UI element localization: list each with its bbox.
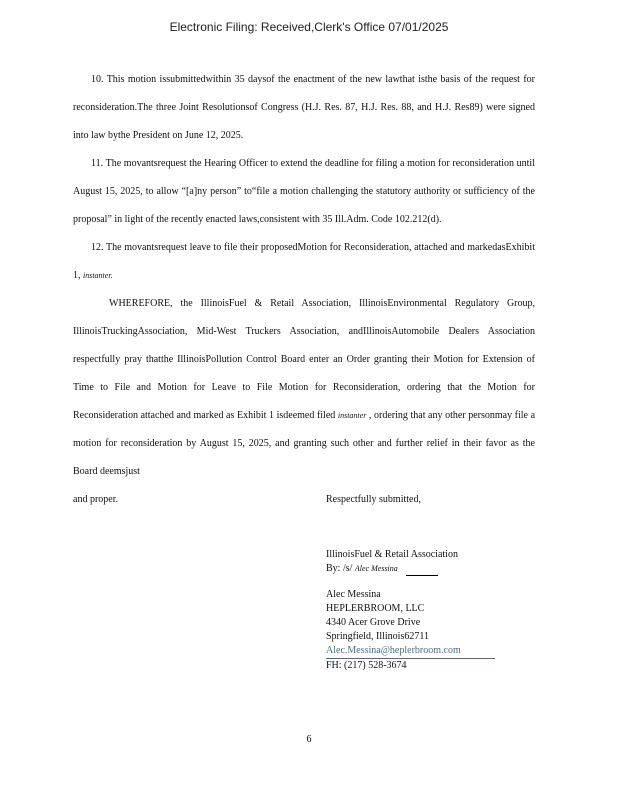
signature-block [326, 548, 526, 673]
paragraph-12-text: 12. The movantsrequest leave to file their proposedMotion for Reconsideration, attached and markedasExhibit 1, [73, 242, 535, 281]
wherefore-paragraph [73, 290, 535, 486]
wherefore-text-b: , ordering that any other personmay file a motion for reconsideration by August 15, 2025, and granting such other and further relief in their favor as the Board deemsjust [73, 410, 536, 477]
signature-email-link[interactable]: Alec.Messina@heplerbroom.com [326, 644, 495, 659]
signature-street: 4340 Acer Grove Drive [326, 617, 421, 628]
closing-line [73, 486, 535, 514]
signature-by-name: Alec Messina [354, 564, 398, 573]
paragraph-10: 10. This motion issubmittedwithin 35 daysof the enactment of the new lawthat isthe basis of the request for reconsideration.The three Joint Resolutionsof Congress (H.J. Res. 87, H.J. Res. 88, and H.J. Res89) were signed into law bythe President on June 12, 2025. [73, 74, 535, 141]
paragraph-12-instanter: instanter. [83, 271, 113, 280]
signature-underline [406, 575, 438, 576]
paragraph-11: 11. The movantsrequest the Hearing Officer to extend the deadline for filing a motion for reconsideration until August 15, 2025, to allow “[a]ny person” to“file a motion challenging the statutory authority or sufficiency of the proposal” in light of the recently enacted laws,consistent with 35 Ill.Adm. Code 102.212(d). [73, 158, 535, 225]
signature-city: Springfield, Illinois62711 [326, 631, 429, 642]
page-number: 6 [306, 734, 312, 745]
signature-name: Alec Messina [326, 589, 381, 600]
respectfully-submitted: Respectfully submitted, [326, 494, 421, 505]
signature-by-label: By: /s/ [326, 563, 353, 574]
closing-and-proper: and proper. [73, 494, 118, 505]
signature-by-line [326, 562, 526, 576]
signature-firm: HEPLERBROOM, LLC [326, 603, 425, 614]
signature-phone: FH: (217) 528-3674 [326, 660, 407, 671]
document-body [73, 66, 535, 514]
paragraph-12 [73, 234, 535, 290]
filing-header: Electronic Filing: Received,Clerk's Office 07/01/2025 [169, 20, 449, 34]
signature-org: IllinoisFuel & Retail Association [326, 549, 458, 560]
wherefore-text-a: WHEREFORE, the IllinoisFuel & Retail Association, IllinoisEnvironmental Regulatory Group, IllinoisTruckingAssociation, Mid-West Truckers Association, andIllinoisAutomobile Dealers Association respectfully pray thatthe IllinoisPollution Control Board enter an Order granting their Motion for Extension of Time to File and Motion for Leave to File Motion for Reconsideration, ordering that the Motion for Reconsideration attached and marked as Exhibit 1 isdeemed filed [73, 298, 535, 421]
wherefore-instanter: instanter [337, 411, 367, 420]
